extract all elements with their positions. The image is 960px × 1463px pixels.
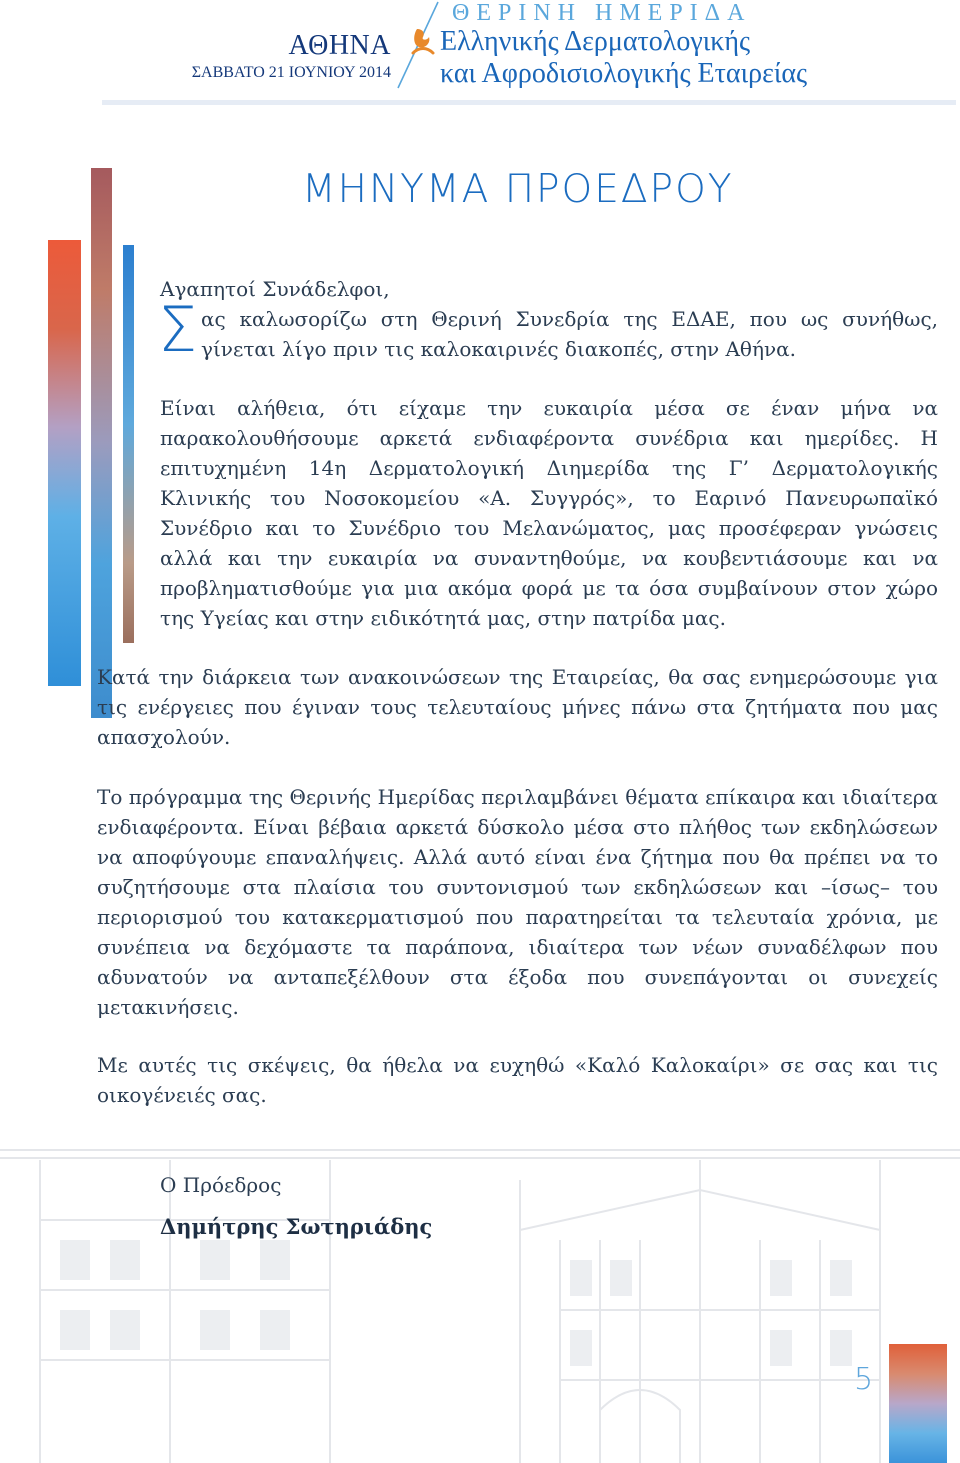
page-number: 5 — [854, 1362, 874, 1397]
signoff: Ο Πρόεδρος — [160, 1173, 282, 1197]
header-rule — [102, 100, 956, 105]
header-date: ΣΑΒΒΑΤΟ 21 ΙΟΥΝΙΟΥ 2014 — [191, 64, 391, 81]
paragraph-1: ας καλωσορίζω στη Θερινή Συνεδρία της ΕΔΑΕ, που ως συνήθως, γίνεται λίγο πριν τις καλοκαιρινές διακοπές, στην Αθήνα. — [201, 307, 938, 361]
society-name — [440, 26, 807, 90]
paragraph-5: Με αυτές τις σκέψεις, θα ήθελα να ευχηθώ «Καλό Καλοκαίρι» σε σας και τις οικογένειές σας. — [97, 1053, 938, 1107]
paragraph-3: Κατά την διάρκεια των ανακοινώσεων της Εταιρείας, θα σας ενημερώσουμε για τις ενέργειες που έγιναν τους τελευταίους μήνες πάνω στα ζητήματα που μας απασχολούν. — [97, 665, 938, 749]
decorative-bar-1 — [48, 240, 81, 686]
decorative-bar-2 — [91, 168, 112, 718]
society-name-line-1: Ελληνικής Δερματολογικής — [440, 26, 751, 57]
building-watermark-image — [0, 1090, 960, 1463]
signature-name: Δημήτρης Σωτηριάδης — [160, 1214, 433, 1239]
greeting: Αγαπητοί Συνάδελφοι, — [160, 277, 390, 301]
footer-decorative-bar — [889, 1344, 947, 1463]
page-title: ΜΗΝΥΜΑ ΠΡΟΕΔΡΟΥ — [302, 167, 734, 212]
event-name: ΘΕΡΙΝΗ ΗΜΕΡΙΔΑ — [452, 0, 752, 26]
paragraph-2: Είναι αλήθεια, ότι είχαμε την ευκαιρία μέσα σε έναν μήνα να παρακολουθήσουμε αρκετά ενδιαφέροντα συνέδρια και ημερίδες. Η επιτυχημένη 14η Δερματολογική Διημερίδα της Γ’ Δερματολογικής Κλινικής του Νοσοκομείου «Α. Συγγρός», το Εαρινό Πανευρωπαϊκό Συνέδριο και το Συνέδριο του Μελανώματος, μας προσέφεραν γνώσεις αλλά και την ευκαιρία να συναντηθούμε, να κουβεντιάσουμε και να προβληματισθούμε για μια ακόμα φορά με τα όσα συμβαίνουν στον χώρο της Υγείας και στην ειδικότητά μας, στην πατρίδα μας. — [160, 396, 938, 630]
header-city: ΑΘΗΝΑ — [288, 30, 391, 61]
drop-cap: Σ — [158, 293, 198, 366]
society-name-line-2: και Αφροδισιολογικής Εταιρείας — [440, 58, 808, 89]
decorative-bar-3 — [123, 245, 134, 643]
society-logo-icon — [409, 27, 437, 57]
paragraph-4: Το πρόγραμμα της Θερινής Ημερίδας περιλαμβάνει θέματα επίκαιρα και ιδιαίτερα ενδιαφέροντα. Είναι βέβαια αρκετά δύσκολο μέσα στο πλήθος των εκδηλώσεων να αποφύγουμε επαναλήψεις. Αλλά αυτό είναι ένα ζήτημα που θα πρέπει να το συζητήσουμε στα πλαίσια του συντονισμού των εκδηλώσεων και –ίσως– του περιορισμού του κατακερματισμού που παρατηρείται τα τελευταία χρόνια, με συνέπεια να δεχόμαστε τα παράπονα, ιδιαίτερα των νέων συναδέλφων που αδυνατούν να ανταπεξέλθουν στα έξοδα που συνεπάγονται οι συνεχείς μετακινήσεις. — [97, 785, 938, 1019]
